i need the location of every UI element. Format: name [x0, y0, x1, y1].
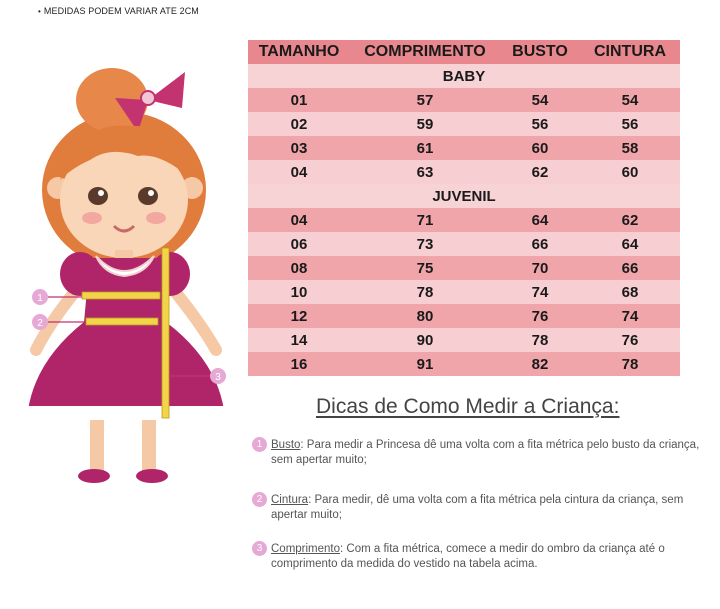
header-tamanho: TAMANHO [248, 40, 350, 64]
table-cell: 90 [350, 328, 500, 352]
table-cell: 54 [500, 88, 580, 112]
table-row [248, 136, 680, 160]
tip-text: : Para medir a Princesa dê uma volta com a fita métrica pelo busto da criança, sem apertar muito; [271, 439, 700, 466]
bow-knot [141, 91, 155, 105]
shoe-right [136, 469, 168, 483]
table-row [248, 232, 680, 256]
table-cell: 62 [580, 208, 680, 232]
marker-1-label: 1 [37, 293, 43, 304]
table-cell: 03 [248, 136, 350, 160]
dress-lace [28, 406, 224, 418]
waist-tape [86, 318, 158, 325]
table-cell: 54 [580, 88, 680, 112]
tip-length-body [252, 542, 704, 572]
table-cell: 62 [500, 160, 580, 184]
table-cell: 10 [248, 280, 350, 304]
table-cell: 57 [350, 88, 500, 112]
table-row [248, 328, 680, 352]
table-cell: 80 [350, 304, 500, 328]
table-cell: 73 [350, 232, 500, 256]
table-cell: 76 [500, 304, 580, 328]
bust-tape [82, 292, 160, 299]
table-cell: 64 [580, 232, 680, 256]
cheek-right [146, 212, 166, 224]
tip-number-icon: 1 [252, 437, 267, 452]
table-row [248, 88, 680, 112]
header-comprimento: COMPRIMENTO [350, 40, 500, 64]
girl-measurement-illustration [20, 60, 240, 490]
tip-term: Cintura [271, 494, 309, 506]
tip-term: Busto [271, 439, 301, 451]
table-cell: 58 [580, 136, 680, 160]
table-cell: 04 [248, 208, 350, 232]
table-cell: 74 [580, 304, 680, 328]
tip-number-icon: 2 [252, 492, 267, 507]
table-cell: 61 [350, 136, 500, 160]
table-cell: 06 [248, 232, 350, 256]
section-row [248, 64, 680, 88]
table-row [248, 304, 680, 328]
table-cell: 82 [500, 352, 580, 376]
table-cell: 78 [580, 352, 680, 376]
table-cell: 75 [350, 256, 500, 280]
eye-right [138, 187, 158, 205]
table-cell: 16 [248, 352, 350, 376]
length-tape [162, 248, 169, 418]
table-cell: 66 [500, 232, 580, 256]
table-cell: 59 [350, 112, 500, 136]
table-cell: 76 [580, 328, 680, 352]
table-cell: 56 [500, 112, 580, 136]
size-table [248, 40, 680, 376]
section-label: BABY [248, 64, 680, 88]
table-header-row [248, 40, 680, 64]
tip-term: Comprimento [271, 543, 341, 555]
marker-2-label: 2 [37, 318, 43, 329]
table-cell: 08 [248, 256, 350, 280]
leg-right [142, 420, 156, 472]
table-row [248, 160, 680, 184]
tip-waist [252, 493, 704, 523]
leg-left [90, 420, 104, 472]
table-cell: 01 [248, 88, 350, 112]
table-row [248, 352, 680, 376]
shoe-left [78, 469, 110, 483]
tip-waist-body [252, 493, 704, 523]
measurement-note-text: MEDIDAS PODEM VARIAR ATE 2CM [43, 6, 199, 16]
table-cell: 56 [580, 112, 680, 136]
measurement-note [38, 6, 199, 16]
table-row [248, 256, 680, 280]
header-cintura: CINTURA [580, 40, 680, 64]
table-cell: 71 [350, 208, 500, 232]
table-cell: 60 [580, 160, 680, 184]
table-cell: 74 [500, 280, 580, 304]
section-row [248, 184, 680, 208]
table-row [248, 112, 680, 136]
tips-title: Dicas de Como Medir a Criança: [316, 395, 620, 418]
eye-left-highlight [98, 190, 104, 196]
table-cell: 60 [500, 136, 580, 160]
tip-bust-body [252, 438, 704, 468]
tip-number-icon: 3 [252, 541, 267, 556]
tip-length [252, 542, 704, 572]
table-row [248, 208, 680, 232]
eye-left [88, 187, 108, 205]
table-cell: 63 [350, 160, 500, 184]
dress [28, 258, 224, 410]
marker-3-label: 3 [215, 372, 221, 383]
tip-text: : Para medir, dê uma volta com a fita métrica pela cintura da criança, sem apertar muito; [271, 494, 684, 521]
eye-right-highlight [148, 190, 154, 196]
table-cell: 14 [248, 328, 350, 352]
table-cell: 04 [248, 160, 350, 184]
header-busto: BUSTO [500, 40, 580, 64]
table-cell: 12 [248, 304, 350, 328]
table-cell: 68 [580, 280, 680, 304]
tip-text: : Com a fita métrica, comece a medir do ombro da criança até o comprimento da medida do vestido na tabela acima. [271, 543, 665, 570]
tip-bust [252, 438, 704, 468]
table-row [248, 280, 680, 304]
table-cell: 91 [350, 352, 500, 376]
table-cell: 78 [350, 280, 500, 304]
cheek-left [82, 212, 102, 224]
table-cell: 66 [580, 256, 680, 280]
table-cell: 78 [500, 328, 580, 352]
table-cell: 02 [248, 112, 350, 136]
table-cell: 64 [500, 208, 580, 232]
table-body [248, 64, 680, 376]
bullet-icon: • [38, 7, 41, 16]
table-cell: 70 [500, 256, 580, 280]
section-label: JUVENIL [248, 184, 680, 208]
